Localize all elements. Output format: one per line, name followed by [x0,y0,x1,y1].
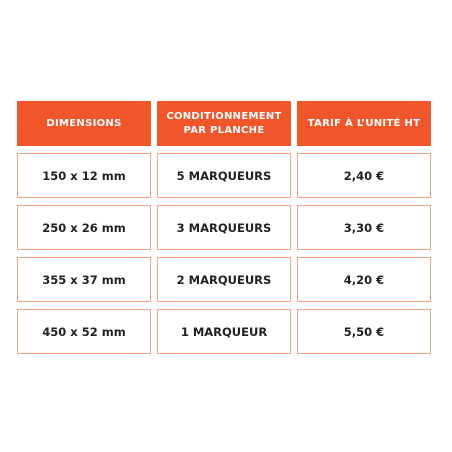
row-3-conditionnement: 2 MARQUEURS [157,257,291,302]
row-2-conditionnement: 3 MARQUEURS [157,205,291,250]
row-1-dimensions: 150 x 12 mm [17,153,151,198]
price-table [17,101,431,354]
header-dimensions [17,101,151,146]
row-1-tarif: 2,40 € [297,153,431,198]
row-4-tarif: 5,50 € [297,309,431,354]
row-4-dimensions: 450 x 52 mm [17,309,151,354]
row-3-tarif: 4,20 € [297,257,431,302]
header-tarif [297,101,431,146]
header-dimensions-label: DIMENSIONS [46,117,122,129]
row-2-tarif: 3,30 € [297,205,431,250]
row-2-dimensions: 250 x 26 mm [17,205,151,250]
header-conditionnement [157,101,291,146]
header-tarif-label: TARIF À L’UNITÉ HT [307,117,421,129]
header-conditionnement-label: CONDITIONNEMENT PAR PLANCHE [166,110,282,136]
row-1-conditionnement: 5 MARQUEURS [157,153,291,198]
row-4-conditionnement: 1 MARQUEUR [157,309,291,354]
row-3-dimensions: 355 x 37 mm [17,257,151,302]
